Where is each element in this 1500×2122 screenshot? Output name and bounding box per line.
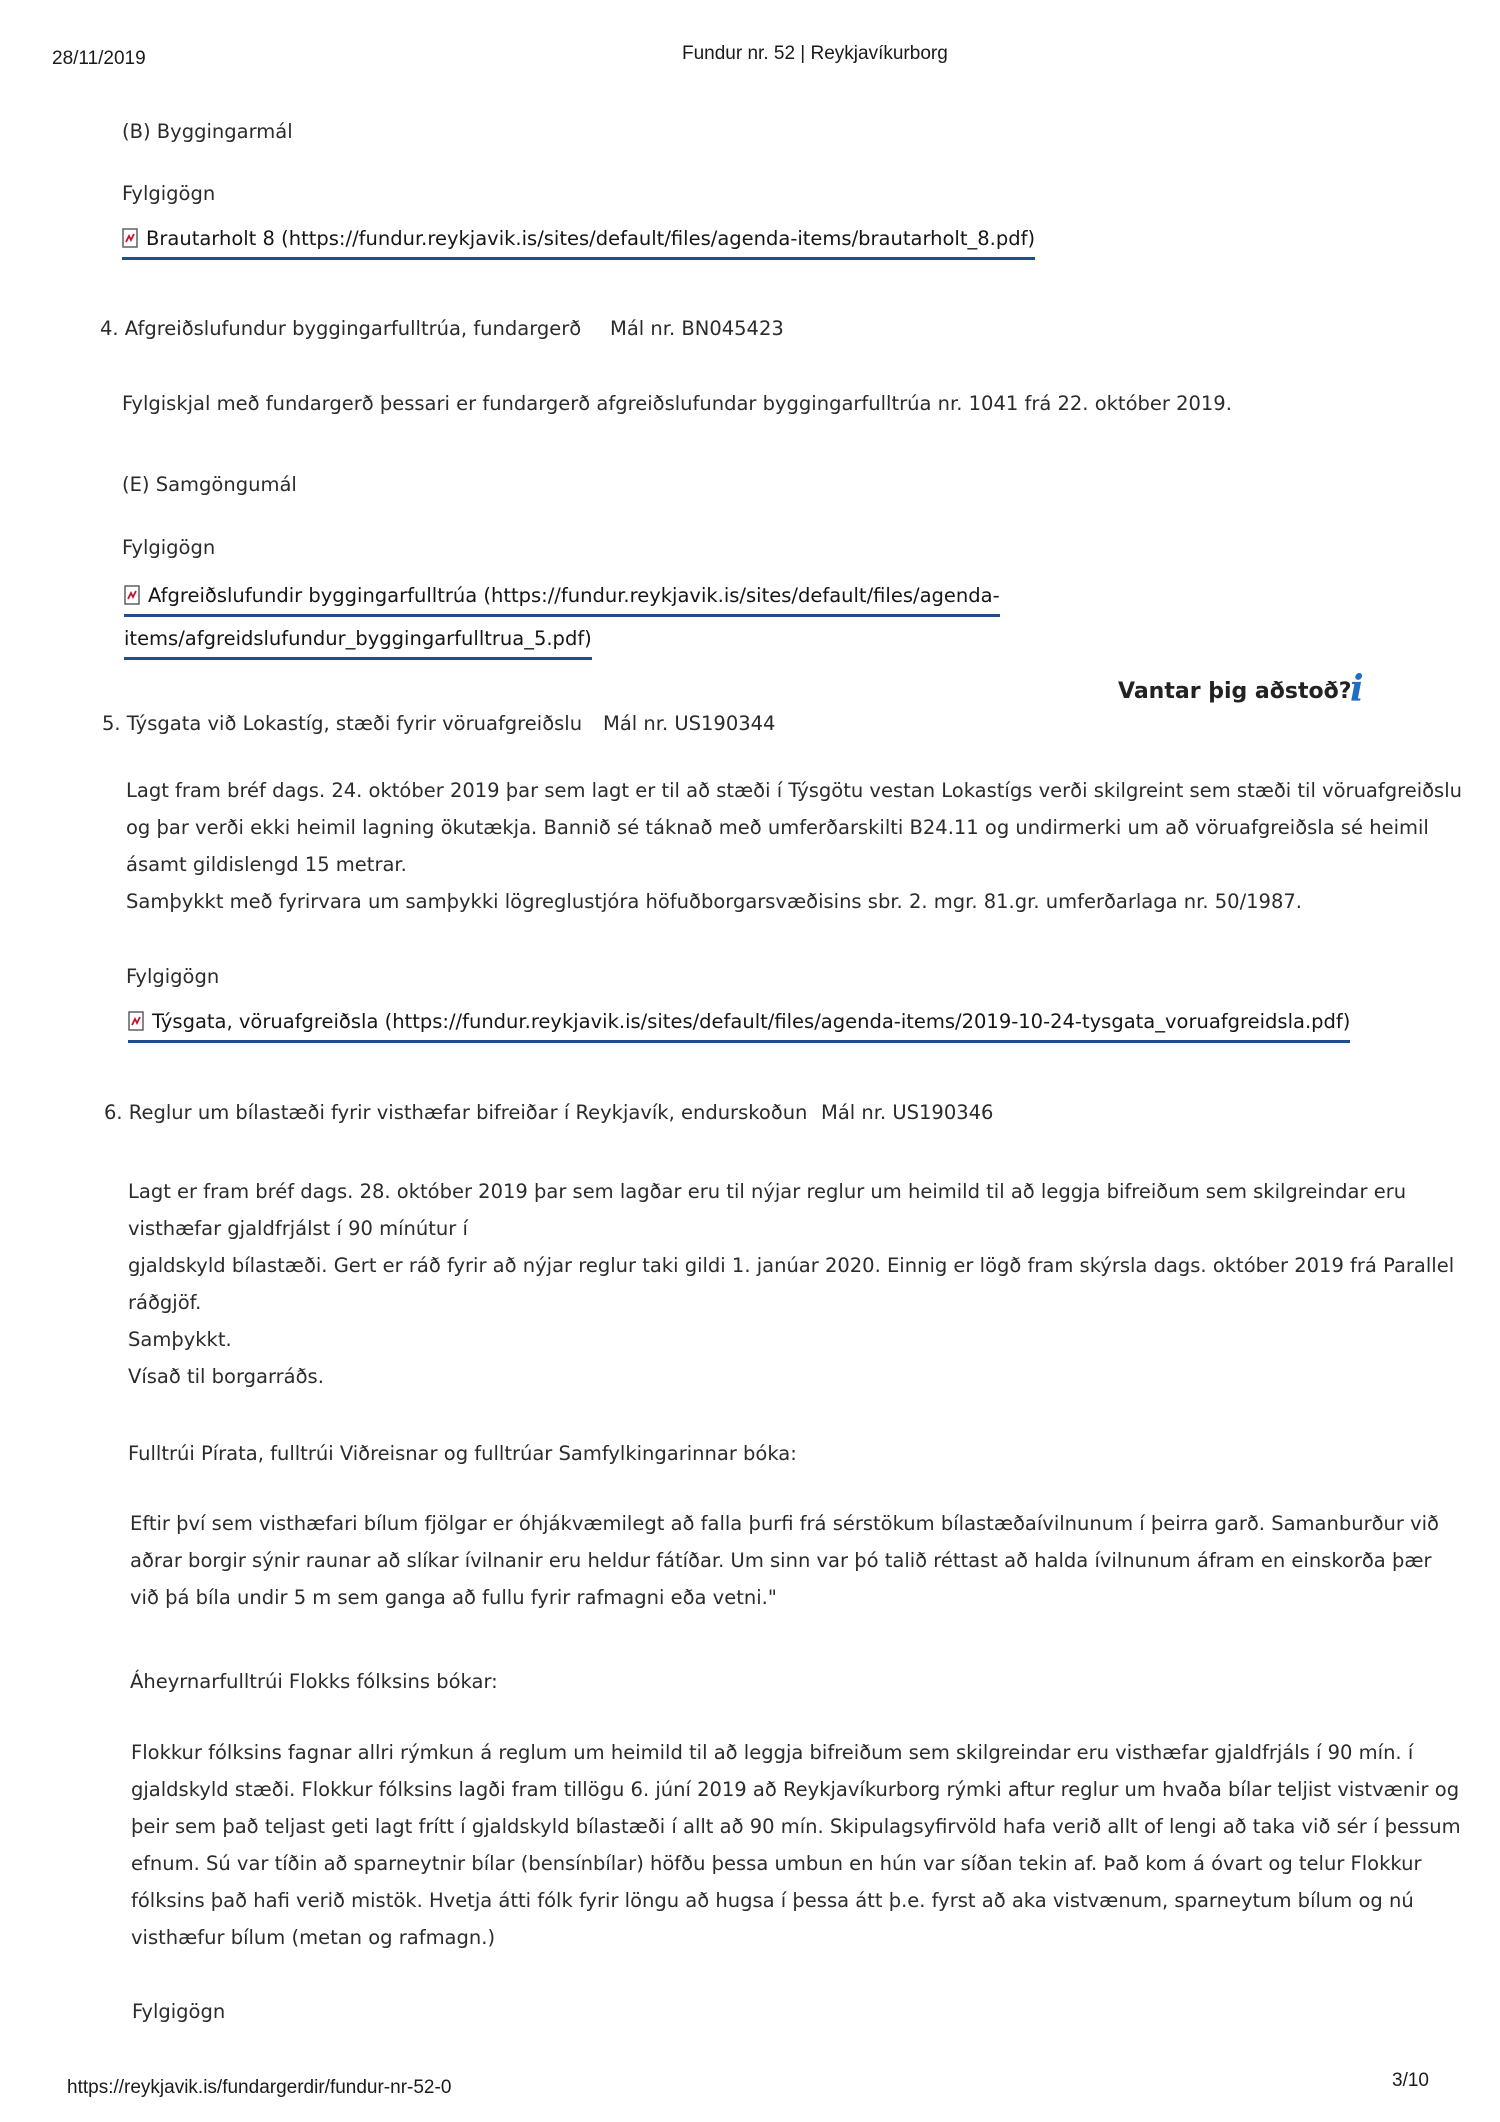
item4-attachment-link[interactable] [124,578,1000,664]
item4-text: Fylgiskjal með fundargerð þessari er fundargerð afgreiðslufundar byggingarfulltrúa nr. 1041 frá 22. október 2019. [122,392,1232,415]
prev-item-attachment-link[interactable] [122,221,1035,264]
item6-bokun2-label: Áheyrnarfulltrúi Flokks fólksins bókar: [130,1670,498,1693]
attachment-text: Týsgata, vöruafgreiðsla (https://fundur.reykjavik.is/sites/default/files/agenda-items/2019-10-24-tysgata_voruafgreidsla.pdf) [152,1010,1351,1033]
item5-line: og þar verði ekki heimil lagning ökutækja. Bannið sé táknað með umferðarskilti B24.11 og undirmerki um að vöruafgreiðsla sé heimil [126,816,1429,839]
item6-bokun1 [130,1505,1439,1616]
item5-line: Lagt fram bréf dags. 24. október 2019 þar sem lagt er til að stæði í Týsgötu vestan Lokastígs verði skilgreint sem stæði til vöruafgreiðslu [126,779,1462,802]
item6-line: Vísað til borgarráðs. [128,1365,324,1388]
item6-attachments-label: Fylgigögn [132,2000,226,2023]
pdf-file-icon [124,585,140,605]
page-number: 3/10 [1392,2070,1429,2091]
item5-attachment-link[interactable] [128,1004,1350,1047]
item4-category: (E) Samgöngumál [122,473,297,496]
bokun1-line: við þá bíla undir 5 m sem ganga að fullu fyrir rafmagni eða vetni." [130,1586,777,1609]
print-date: 28/11/2019 [52,48,146,69]
item6-bokun1-label: Fulltrúi Pírata, fulltrúi Viðreisnar og fulltrúar Samfylkingarinnar bóka: [128,1442,797,1465]
item5-case-number: Mál nr. US190344 [603,712,776,735]
bokun1-line: aðrar borgir sýnir raunar að slíkar ívilnanir eru heldur fátíðar. Um sinn var þó talið réttast að halda ívilnunum áfram en einskorða þær [130,1549,1432,1572]
item6-line: ráðgjöf. [128,1291,202,1314]
pdf-file-icon [128,1011,144,1031]
attachment-text-line1: Afgreiðslufundir byggingarfulltrúa (https://fundur.reykjavik.is/sites/default/files/agenda- [148,584,1000,607]
item5-body [126,772,1462,920]
print-title: Fundur nr. 52 | Reykjavíkurborg [682,43,948,64]
bokun2-line: þeir sem það teljast geti lagt frítt í gjaldskyld bílastæði í allt að 90 mín. Skipulagsyfirvöld hafa verið allt of lengi að taka við sér í þessum [131,1815,1461,1838]
item5-title: 5. Týsgata við Lokastíg, stæði fyrir vöruafgreiðslu [102,712,583,735]
item6-bokun2 [131,1734,1461,1956]
bokun1-line: Eftir því sem visthæfari bílum fjölgar er óhjákvæmilegt að falla þurfi frá sérstökum bílastæðaívilnunum í þeirra garð. Samanburður við [130,1512,1439,1535]
item6-body [128,1173,1454,1395]
print-url: https://reykjavik.is/fundargerdir/fundur-nr-52-0 [67,2077,452,2098]
bokun2-line: Flokkur fólksins fagnar allri rýmkun á reglum um heimild til að leggja bifreiðum sem skilgreindar eru visthæfar gjaldfrjáls í 90 mín. í [131,1741,1414,1764]
attachment-text-line2: items/afgreidslufundur_byggingarfulltrua_5.pdf) [124,621,592,660]
attachment-text: Brautarholt 8 (https://fundur.reykjavik.is/sites/default/files/agenda-items/brautarholt_8.pdf) [146,227,1036,250]
info-icon[interactable]: i [1350,668,1364,710]
item6-line: Samþykkt. [128,1328,232,1351]
bokun2-line: fólksins það hafi verið mistök. Hvetja átti fólk fyrir löngu að hugsa í þessa átt þ.e. fyrst að aka vistvænum, sparneytum bílum og nú [131,1889,1414,1912]
item5-attachments-label: Fylgigögn [126,965,220,988]
item6-line: Lagt er fram bréf dags. 28. október 2019 þar sem lagðar eru til nýjar reglur um heimild til að leggja bifreiðum sem skilgreindar eru [128,1180,1407,1203]
bokun2-line: efnum. Sú var tíðin að sparneytnir bílar (bensínbílar) höfðu þessa umbun en hún var síðan tekin af. Það kom á óvart og telur Flokkur [131,1852,1422,1875]
bokun2-line: visthæfur bílum (metan og rafmagn.) [131,1926,496,1949]
help-prompt[interactable]: Vantar þig aðstoð? [1118,679,1352,704]
prev-item-category: (B) Byggingarmál [122,120,293,143]
bokun2-line: gjaldskyld stæði. Flokkur fólksins lagði fram tillögu 6. júní 2019 að Reykjavíkurborg rýmki aftur reglur um hvaða bílar teljist vistvænir og [131,1778,1460,1801]
item5-line: ásamt gildislengd 15 metrar. [126,853,407,876]
prev-item-attachments-label: Fylgigögn [122,182,216,205]
item6-line: gjaldskyld bílastæði. Gert er ráð fyrir að nýjar reglur taki gildi 1. janúar 2020. Einnig er lögð fram skýrsla dags. október 2019 frá Parallel [128,1254,1455,1277]
pdf-file-icon [122,228,138,248]
item6-title: 6. Reglur um bílastæði fyrir visthæfar bifreiðar í Reykjavík, endurskoðun [104,1101,808,1124]
item6-case-number: Mál nr. US190346 [821,1101,994,1124]
item4-case-number: Mál nr. BN045423 [610,317,784,340]
item6-line: visthæfar gjaldfrjálst í 90 mínútur í [128,1217,468,1240]
item5-line: Samþykkt með fyrirvara um samþykki lögreglustjóra höfuðborgarsvæðisins sbr. 2. mgr. 81.gr. umferðarlaga nr. 50/1987. [126,890,1302,913]
item4-title: 4. Afgreiðslufundur byggingarfulltrúa, fundargerð [100,317,582,340]
item4-attachments-label: Fylgigögn [122,536,216,559]
